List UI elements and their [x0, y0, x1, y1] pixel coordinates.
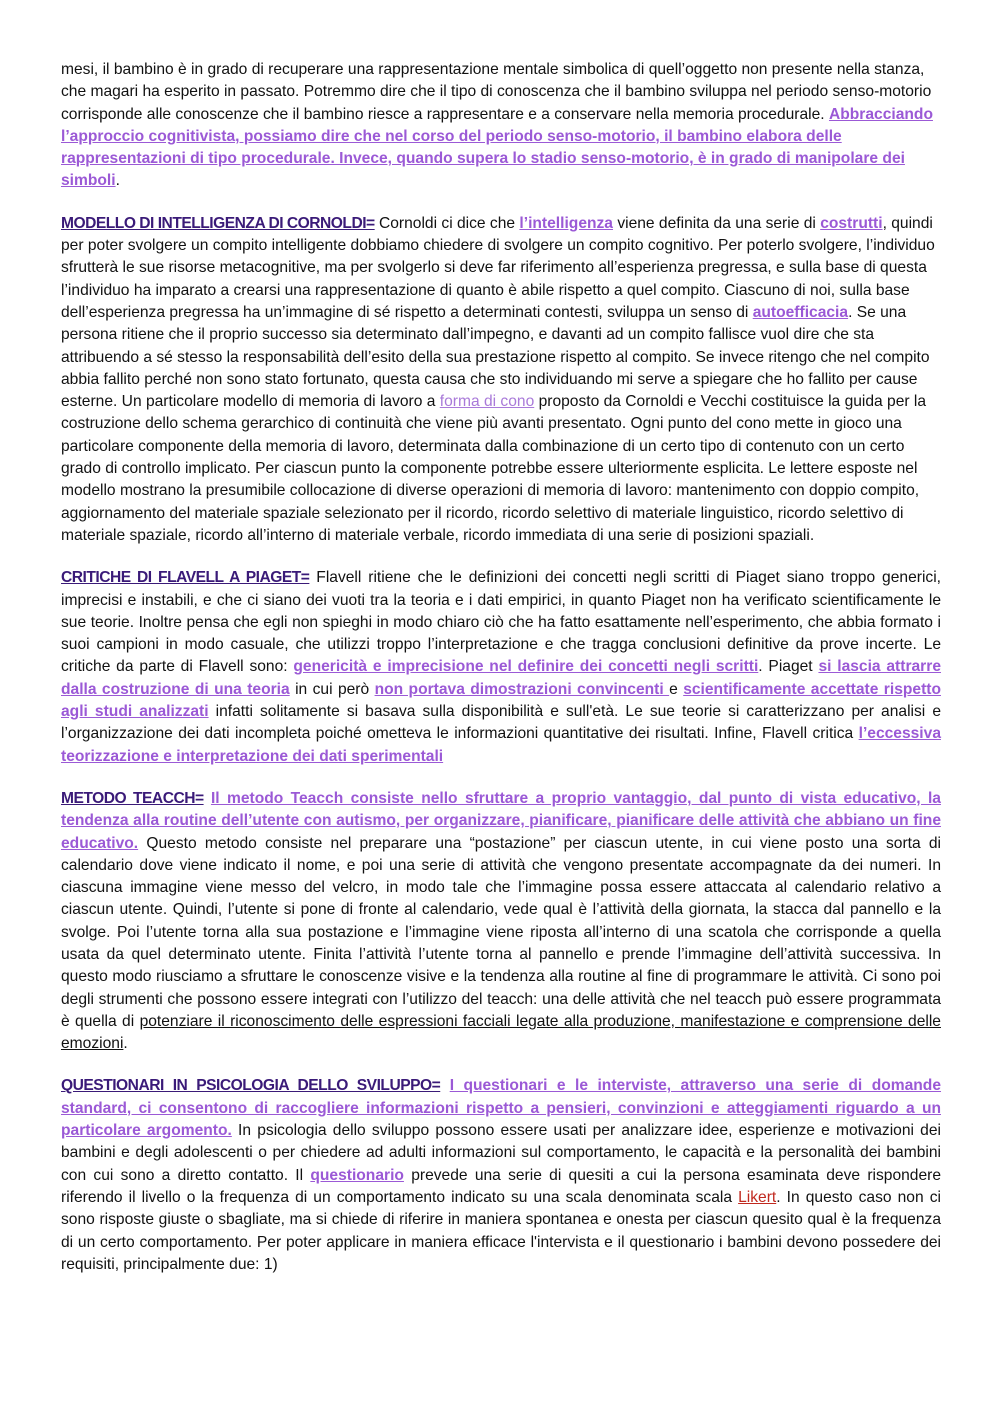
- body-text: viene definita da una serie di: [612, 214, 821, 232]
- body-text: e: [669, 680, 684, 698]
- paragraph-teacch: [61, 788, 941, 1056]
- paragraph-cornoldi: [61, 213, 941, 547]
- highlighted-text: genericità e imprecisione nel definire dei concetti negli scritti: [293, 658, 759, 676]
- highlighted-text: I questionari e le interviste, attraverso una serie di domande standard, ci consentono di raccogliere informazioni rispetto a pensieri, convinzioni e atteggiamenti riguardo a un particolare argomento.: [61, 1077, 942, 1140]
- body-text: , quindi per poter svolgere un compito intelligente dobbiamo chiedere di svolgere un compito cognitivo. Per poterlo svolgere, l’individuo sfrutterà le sue risorse metacognitive, ma per svolgerlo si deve far riferimento all’esperienza pregressa, e sulla base di questa l’individuo ha imparato a crearsi una rappresentazione di quanto è abile rispetto a quel compito. Ciascuno di noi, sulla base dell’esperienza pregressa ha un’immagine di sé rispetto a determinati contesti, sviluppa un senso di: [61, 214, 935, 321]
- highlighted-term: autoefficacia: [752, 303, 849, 321]
- highlighted-text: Il metodo Teacch consiste nello sfruttare a proprio vantaggio, dal punto di vista educativo, la tendenza alla routine dell’utente con autismo, per organizzare, pianificare, pianificare delle attività che abbiano un fine educativo.: [61, 789, 941, 852]
- body-text: .: [123, 1035, 128, 1053]
- highlighted-text: l’eccessiva teorizzazione e interpretazione dei dati sperimentali: [61, 725, 941, 765]
- body-text: [204, 790, 211, 807]
- link-forma-di-cono[interactable]: forma di cono: [439, 393, 535, 411]
- paragraph-flavell: [61, 567, 941, 768]
- body-text: . Se una persona ritiene che il proprio successo sia determinato dall’impegno, e davanti ad un compito fallisce vuol dire che sta attribuendo a sé stesso la responsabilità dell’esito della sua prestazione rispetto al compito. Se invece ritengo che nel compito abbia fallito perché non sono stato fortunato, questa causa che sto individuando mi serve a spiegare che ho fallito per cause esterne. Un particolare modello di memoria di lavoro a: [61, 303, 930, 411]
- highlighted-term: l’intelligenza: [519, 214, 613, 232]
- body-text: prevede una serie di quesiti a cui la persona esaminata deve rispondere riferendo il livello o la frequenza di un comportamento indicato su una scala denominata scala: [61, 1166, 941, 1206]
- underlined-text: potenziare il riconoscimento delle espressioni facciali legate alla produzione, manifestazione e comprensione delle emozioni: [61, 1012, 941, 1053]
- paragraph-sensorimotor: [61, 59, 941, 193]
- body-text: Cornoldi ci dice che: [374, 214, 520, 232]
- body-text: . In questo caso non ci sono risposte giuste o sbagliate, ma si chiede di riferire in maniera spontanea e onesta per ciascun quesito qual è la frequenza di un certo comportamento. Per poter applicare in maniera efficace l'intervista e il questionario i bambini devono possedere dei requisiti, principalmente due: 1): [61, 1188, 941, 1273]
- link-likert[interactable]: Likert: [738, 1188, 777, 1206]
- highlighted-text: non portava dimostrazioni convincenti: [374, 680, 670, 698]
- body-text: Questo metodo consiste nel preparare una “postazione” per ciascun utente, in cui viene posto una sorta di calendario dove viene indicato il nome, e poi una serie di attività che vengono presentate accompagnate da dei numeri. In ciascuna immagine viene messo del velcro, in modo tale che l’immagine possa essere attaccata al calendario relativo a ciascun utente. Quindi, l’utente si pone di fronte al calendario, vede qual è l’attività della giornata, la stacca dal pannello e la svolge. Poi l’utente torna alla sua postazione e l’immagine viene riposta all’interno di una scatola che corrisponde a quella usata da quel determinato utente. Finita l’attività l’utente torna al pannello e prende l’immagine dell’attività successiva. In questo modo riusciamo a sfruttare le conoscenze visive e la tendenza alla routine al fine di programmare le attività. Ci sono poi degli strumenti che possono essere integrati con l’utilizzo del teacch: una delle attività che nel teacch può essere programmata è quella di: [61, 834, 941, 1030]
- body-text: proposto da Cornoldi e Vecchi costituisce la guida per la costruzione dello schema gerarchico di continuità che viene più avanti presentato. Ogni punto del cono mette in gioco una particolare componente della memoria di lavoro, determinata dalla combinazione di un certo tipo di contenuto con un certo grado di controllo implicato. Per ciascun punto la componente potrebbe essere ulteriormente esplicita. Le lettere esposte nel modello mostrano la presumibile collocazione di diverse operazioni di memoria di lavoro: mantenimento con doppio compito, aggiornamento del materiale spaziale selezionato per il ricordo, ricordo selettivo di materiale linguistico, ricordo selettivo di materiale spaziale, ricordo all’interno di materiale verbale, ricordo immediata di una serie di posizioni spaziali.: [61, 393, 927, 544]
- highlighted-text: si lascia attrarre dalla costruzione di una teoria: [61, 658, 941, 698]
- highlighted-term: questionario: [310, 1166, 404, 1184]
- body-text: .: [115, 172, 120, 190]
- body-text: In psicologia dello sviluppo possono essere usati per analizzare idee, esperienze e motivazioni dei bambini e degli adolescenti o per chiedere ad adulti informazioni sul comportamento, le capacità e la personalità dei bambini con cui sono a diretto contatto. Il: [61, 1122, 941, 1184]
- highlighted-text: scientificamente accettate rispetto agli studi analizzati: [61, 680, 941, 721]
- body-text: . Piaget: [758, 658, 819, 676]
- document-page: [61, 59, 941, 1276]
- body-text: Flavell ritiene che le definizioni dei concetti negli scritti di Piaget siano troppo generici, imprecisi e instabili, e che ci siano dei vuoti tra la teoria e i dati empirici, in quanto Piaget non ha verificato scientificamente le sue teorie. Inoltre pensa che egli non spieghi in modo chiaro ciò che ha fatto esattamente nell’esperimento, che abbia formato i suoi campioni in modo casuale, che utilizzi troppo l’interpretazione e che tragga conclusioni definitive da prove incerte. Le critiche da parte di Flavell sono:: [61, 569, 941, 676]
- body-text: infatti solitamente si basava sulla disponibilità e sull'età. Le sue teorie si caratterizzano per analisi e l’organizzazione dei dati incompleta poiché ometteva le informazioni quantitative dei risultati. Infine, Flavell critica: [61, 703, 942, 743]
- highlighted-text: Abbracciando l’approccio cognitivista, possiamo dire che nel corso del periodo senso-motorio, il bambino elabora delle rappresentazioni di tipo procedurale. Invece, quando supera lo stadio senso-motorio, è in grado di manipolare dei simboli: [61, 105, 933, 190]
- section-heading-questionari: QUESTIONARI IN PSICOLOGIA DELLO SVILUPPO=: [61, 1077, 441, 1095]
- section-heading-teacch: METODO TEACCH=: [61, 789, 204, 807]
- body-text: in cui però: [289, 680, 375, 698]
- section-heading-cornoldi: MODELLO DI INTELLIGENZA DI CORNOLDI=: [61, 214, 375, 232]
- body-text: [440, 1077, 449, 1094]
- highlighted-term: costrutti: [820, 214, 883, 232]
- section-heading-flavell: CRITICHE DI FLAVELL A PIAGET=: [61, 569, 310, 587]
- paragraph-questionari: [61, 1075, 941, 1276]
- body-text: mesi, il bambino è in grado di recuperare una rappresentazione mentale simbolica di quell’oggetto non presente nella stanza, che magari ha esperito in passato. Potremmo dire che il tipo di conoscenza che il bambino sviluppa nel periodo senso-motorio corrisponde alle conoscenze che il bambino riesce a rappresentare e a conservare nella memoria procedurale.: [61, 61, 932, 123]
